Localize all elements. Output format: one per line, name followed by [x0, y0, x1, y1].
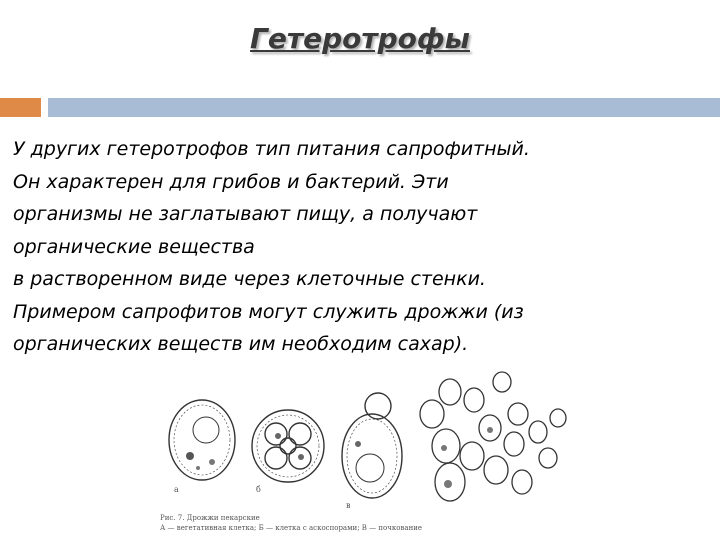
- paragraph-line: У других гетеротрофов тип питания сапрофитный.: [13, 138, 530, 160]
- yeast-cell-budding: [342, 393, 402, 498]
- yeast-cells-illustration: [150, 358, 580, 540]
- svg-text:в: в: [346, 501, 351, 510]
- svg-text:а: а: [174, 485, 179, 494]
- figure-caption: Рис. 7. Дрожжи пекарские: [160, 514, 260, 522]
- yeast-cell-vegetative: [169, 400, 235, 480]
- paragraph-line: организмы не заглатывают пищу, а получают: [13, 203, 478, 225]
- yeast-cells-chain: [420, 372, 566, 501]
- slide-title: Гетеротрофы: [250, 22, 470, 55]
- paragraph-line: органические вещества: [13, 235, 255, 258]
- paragraph-line: в растворенном виде через клеточные стенки.: [13, 268, 486, 290]
- panel-labels: [174, 485, 351, 510]
- paragraph-line: органических веществ им необходим сахар).: [13, 333, 469, 355]
- accent-bar-orange: [0, 98, 41, 117]
- svg-text:б: б: [256, 485, 261, 494]
- body-paragraph: [13, 133, 713, 361]
- figure-caption-legend: А — вегетативная клетка; Б — клетка с аскоспорами; В — почкование: [160, 524, 423, 532]
- yeast-cell-ascus: [252, 410, 324, 482]
- accent-bar-blue: [48, 98, 720, 117]
- paragraph-line: Он характерен для грибов и бактерий. Эти: [13, 170, 449, 193]
- paragraph-line: Примером сапрофитов могут служить дрожжи (из: [13, 300, 524, 323]
